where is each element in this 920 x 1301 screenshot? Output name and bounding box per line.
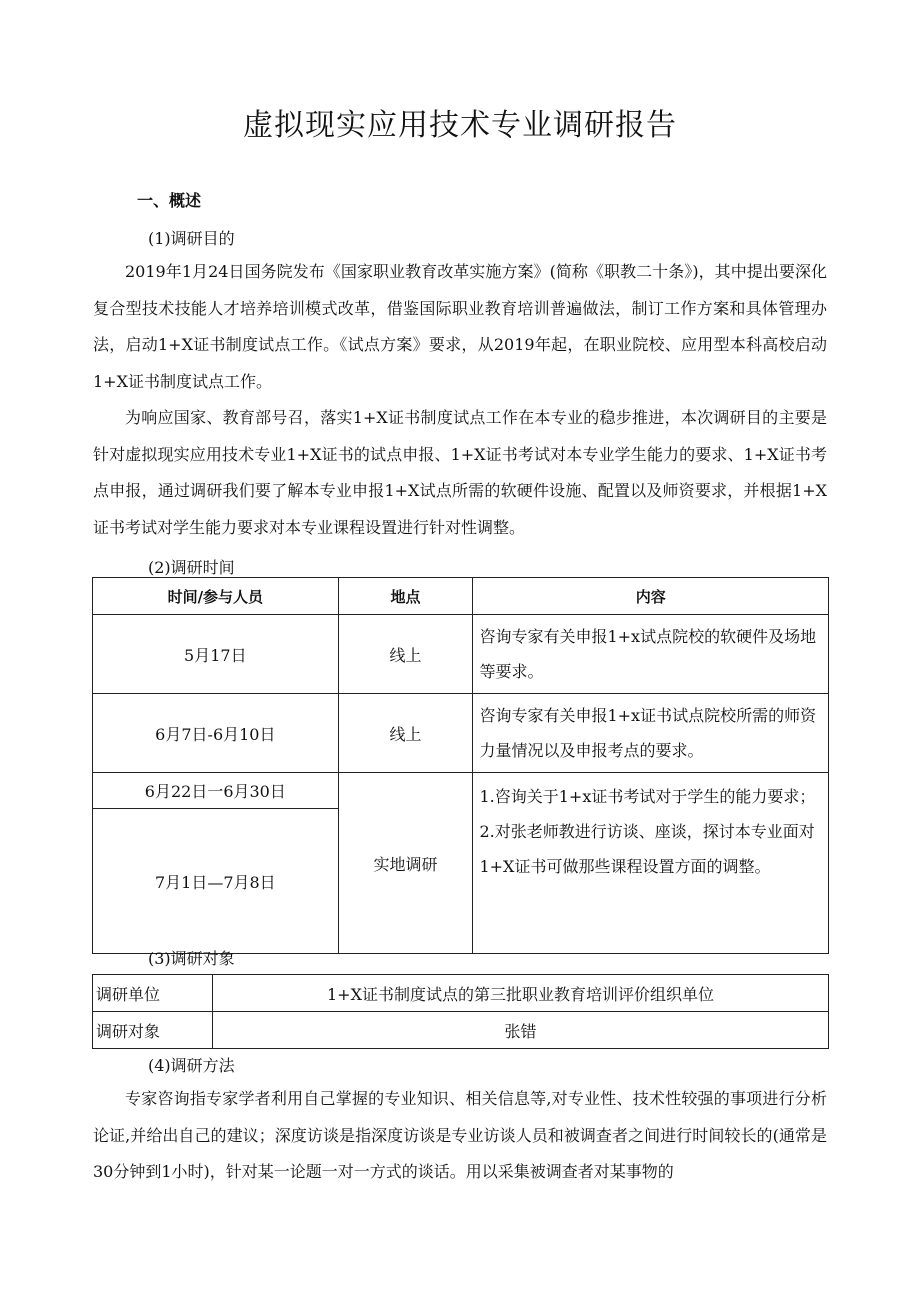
target-table — [92, 974, 829, 1049]
cell-content: 咨询专家有关申报1+x试点院校的软硬件及场地等要求。 — [473, 615, 829, 694]
subheading-target: (3)调研对象 — [148, 949, 235, 968]
content-item-1: 1.咨询关于1+x证书考试对于学生的能力要求； — [479, 787, 816, 806]
table-row — [93, 1012, 829, 1049]
cell-time: 6月7日-6月10日 — [93, 694, 339, 773]
cell-label: 调研对象 — [93, 1012, 213, 1049]
table-row — [93, 615, 829, 694]
paragraph-purpose-2: 为响应国家、教育部号召，落实1+X证书制度试点工作在本专业的稳步推进，本次调研目的主要是针对虚拟现实应用技术专业1+X证书的试点申报、1+X证书考试对本专业学生能力的要求、1+X证书考点申报，通过调研我们要了解本专业申报1+X试点所需的软硬件设施、配置以及师资要求，并根据1+X证书考试对学生能力要求对本专业课程设置进行针对性调整。 — [93, 408, 827, 537]
subheading-method: (4)调研方法 — [148, 1056, 235, 1075]
section-heading-overview: 一、概述 — [137, 191, 202, 210]
cell-value: 1+X证书制度试点的第三批职业教育培训评价组织单位 — [213, 975, 829, 1012]
subheading-time: (2)调研时间 — [148, 558, 235, 577]
header-time: 时间/参与人员 — [93, 578, 339, 615]
schedule-table — [92, 577, 829, 954]
table-row — [93, 773, 829, 809]
cell-place: 线上 — [338, 615, 473, 694]
cell-place: 实地调研 — [338, 773, 473, 954]
table-header-row — [93, 578, 829, 615]
cell-time: 5月17日 — [93, 615, 339, 694]
table-row — [93, 975, 829, 1012]
paragraph-purpose-1: 2019年1月24日国务院发布《国家职业教育改革实施方案》(简称《职教二十条》)，其中提出要深化复合型技术技能人才培养培训模式改革，借鉴国际职业教育培训普遍做法，制订工作方案和具体管理办法，启动1+X证书制度试点工作。《试点方案》要求，从2019年起，在职业院校、应用型本科高校启动1+X证书制度试点工作。 — [93, 262, 827, 391]
cell-content — [473, 773, 829, 954]
cell-time: 7月1日—7月8日 — [93, 809, 339, 954]
cell-place: 线上 — [338, 694, 473, 773]
page-title: 虚拟现实应用技术专业调研报告 — [243, 108, 677, 143]
header-content: 内容 — [473, 578, 829, 615]
cell-time: 6月22日一6月30日 — [93, 773, 339, 809]
cell-value: 张错 — [213, 1012, 829, 1049]
paragraph-method-1: 专家咨询指专家学者利用自己掌握的专业知识、相关信息等,对专业性、技术性较强的事项进行分析论证,并给出自己的建议；深度访谈是指深度访谈是专业访谈人员和被调查者之间进行时间较长的(通常是30分钟到1小时)，针对某一论题一对一方式的谈话。用以采集被调查者对某事物的 — [93, 1089, 827, 1181]
subheading-purpose: (1)调研目的 — [148, 229, 235, 248]
cell-label: 调研单位 — [93, 975, 213, 1012]
cell-content: 咨询专家有关申报1+x证书试点院校所需的师资力量情况以及申报考点的要求。 — [473, 694, 829, 773]
content-item-2: 2.对张老师教进行访谈、座谈，探讨本专业面对1+X证书可做那些课程设置方面的调整。 — [479, 822, 815, 876]
table-row — [93, 694, 829, 773]
header-place: 地点 — [338, 578, 473, 615]
